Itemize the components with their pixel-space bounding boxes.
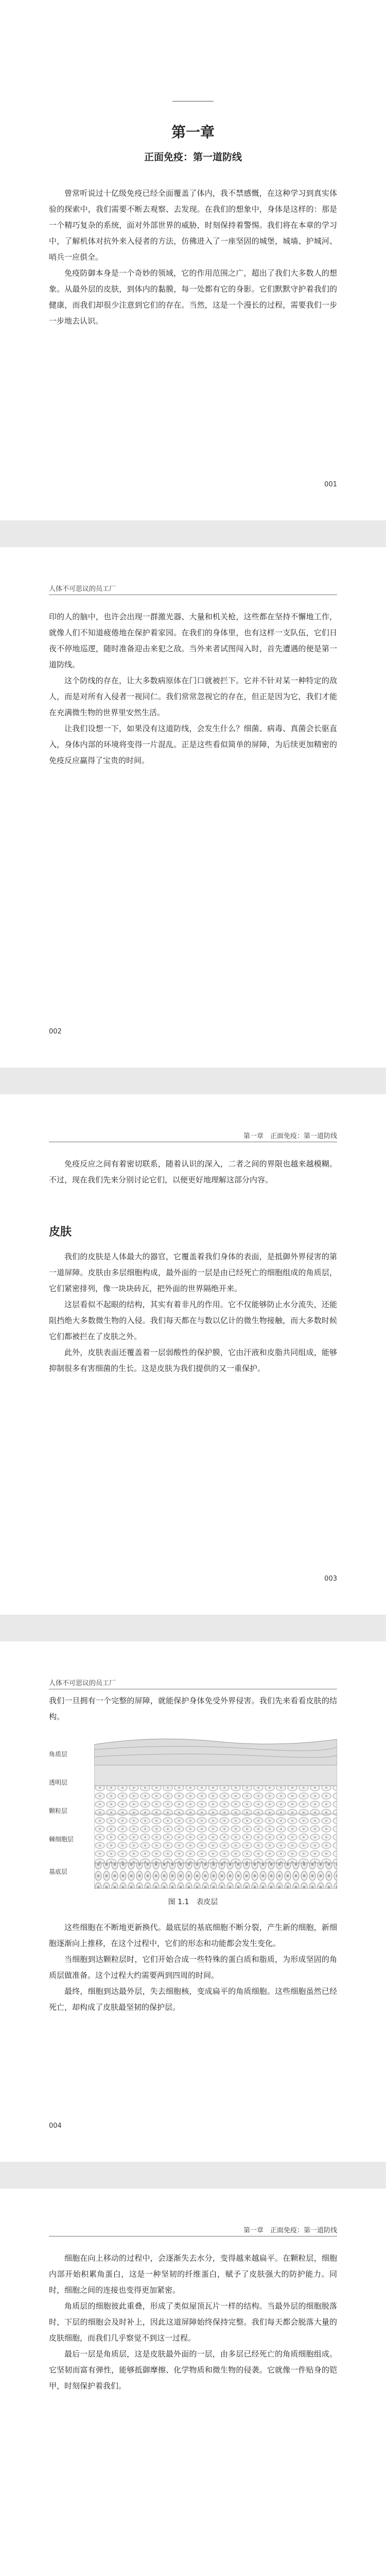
- page-1-body: [49, 185, 337, 329]
- page-number: 003: [324, 1575, 337, 1583]
- page-3-intro: [49, 1156, 337, 1188]
- page-number: 001: [324, 481, 337, 488]
- figure-label: 透明层: [49, 1779, 68, 1786]
- figure-label: 角质层: [49, 1751, 68, 1758]
- paragraph: 角质层的细胞彼此重叠，形成了类似屋顶瓦片一样的结构。当最外层的细胞脱落时，下层的细胞会及时补上，因此这道屏障始终保持完整。我们每天都会脱落大量的皮肤细胞，而我们几乎察觉不到这一过程。: [49, 2301, 337, 2343]
- paragraph: 这个防线的存在，让大多数病原体在门口就被拦下。它并不针对某一种特定的敌人，而是对所有入侵者一视同仁。我们常常忽视它的存在，但正是因为它，我们才能在充满微生物的世界里安然生活。: [49, 676, 337, 717]
- page-number: 004: [49, 2122, 62, 2130]
- page-3-body: [49, 1249, 337, 1377]
- paragraph: 细胞在向上移动的过程中，会逐渐失去水分，变得越来越扁平。在颗粒层，细胞内部开始积累角蛋白，这是一种坚韧的纤维蛋白，赋予了皮肤强大的防护能力。同时，细胞之间的连接也变得更加紧密。: [49, 2253, 337, 2295]
- paragraph: 免疫防御本身是一个奇妙的领域，它的作用范围之广，超出了我们大多数人的想象。从最外层的皮肤，到体内的黏膜，每一处都有它的身影。它们默默守护着我们的健康，而我们却很少注意到它们的存在。当然，这是一个漫长的过程，需要我们一步一步地去认识。: [49, 268, 337, 326]
- paragraph: 印的人的脑中，也许会出现一群激光器、大量和机关枪，这些都在坚持不懈地工作，就像人们不知道疲倦地在保护着家园。在我们的身体里，也有这样一支队伍，它们日夜不停地巡逻，随时准备迎击来犯之敌。当外来者试图闯入时，首先遭遇的便是第一道防线。: [49, 612, 337, 669]
- paragraph: 曾常听说过十亿级免疫已经全面覆盖了体内，我不禁感慨，在这种学习到真实体验的探索中，我们需要不断去观察、去发现。在我们的想象中，身体是这样的：那是一个精巧复杂的系统，面对外部世界的威胁，时刻保持着警惕。我们将在本章的学习中，了解机体对抗外来入侵者的方法，仿佛进入了一座坚固的城堡，城墙、护城河、哨兵一应俱全。: [49, 189, 337, 262]
- figure-label: 基底层: [49, 1868, 68, 1875]
- paragraph: 最终，细胞到达最外层，失去细胞核，变成扁平的角质细胞。这些细胞虽然已经死亡，却构成了皮肤最坚韧的保护层。: [49, 1987, 337, 2012]
- page-4: [0, 1641, 386, 2162]
- paragraph: 这些细胞在不断地更新换代。最底层的基底细胞不断分裂，产生新的细胞，新细胞逐渐向上推移，在这个过程中，它们的形态和功能都会发生变化。: [49, 1923, 337, 1948]
- figure-label: 颗粒层: [49, 1807, 68, 1815]
- chapter-label: 第一章: [171, 124, 215, 141]
- paragraph: 这层看似不起眼的结构，其实有着非凡的作用。它不仅能够防止水分流失，还能阻挡绝大多数微生物的入侵。我们每天都在与数以亿计的微生物接触，而大多数时候它们都被拦在了皮肤之外。: [49, 1300, 337, 1341]
- page-4-body: [49, 1920, 337, 2015]
- paragraph: 我们一旦拥有一个完整的屏障，就能保护身体免受外界侵害。我们先来看看皮肤的结构。: [49, 1696, 337, 1721]
- running-head: 第一章 正面免疫：第一道防线: [243, 1132, 337, 1140]
- page-4-top-text: [49, 1693, 337, 1725]
- epidermis-figure: [49, 1729, 337, 1914]
- paragraph: 最后一层是角质层，这是皮肤最外面的一层，由多层已经死亡的角质细胞组成。它坚韧而富有弹性，能够抵御摩擦、化学物质和微生物的侵袭。它就像一件贴身的铠甲，时刻保护着我们。: [49, 2349, 337, 2391]
- page-5-body: [49, 2250, 337, 2394]
- figure-label: 棘细胞层: [49, 1836, 74, 1843]
- paragraph: 我们的皮肤是人体最大的器官，它覆盖着我们身体的表面，是抵御外界侵害的第一道屏障。皮肤由多层细胞构成，最外面的一层是由已经死亡的细胞组成的角质层，它们紧密排列，像一块块砖瓦，把外面的世界隔绝开来。: [49, 1252, 337, 1293]
- epidermis-illustration: [94, 1734, 337, 1889]
- paragraph: 此外，皮肤表面还覆盖着一层弱酸性的保护膜，它由汗液和皮脂共同组成，能够抑制很多有害细菌的生长。这是皮肤为我们提供的又一重保护。: [49, 1348, 337, 1373]
- page-number: 002: [49, 1028, 62, 1036]
- page-3: [0, 1094, 386, 1615]
- page-1: [0, 0, 386, 520]
- page-5: [0, 2189, 386, 2576]
- chapter-title: 正面免疫：第一道防线: [144, 151, 242, 163]
- figure-caption: 图 1.1 表皮层: [168, 1898, 218, 1906]
- paragraph: 免疫反应之间有着密切联系，随着认识的深入，二者之间的界限也越来越模糊。不过，现在我们先来分别讨论它们，以便更好地理解这部分内容。: [49, 1159, 337, 1184]
- paragraph: 当细胞到达颗粒层时，它们开始合成一些特殊的蛋白质和脂质，为形成坚固的角质层做准备。这个过程大约需要两到四周的时间。: [49, 1955, 337, 1980]
- running-head: 人体不可思议的员工厂: [49, 585, 116, 593]
- page-2-body: [49, 609, 337, 769]
- paragraph: 让我们设想一下，如果没有这道防线，会发生什么？细菌、病毒、真菌会长驱直入，身体内部的环境将变得一片混乱。正是这些看似简单的屏障，为后续更加精密的免疫反应赢得了宝贵的时间。: [49, 724, 337, 765]
- page-2: [0, 547, 386, 1067]
- running-head: 人体不可思议的员工厂: [49, 1680, 116, 1687]
- section-title: 皮肤: [49, 1225, 72, 1239]
- running-head: 第一章 正面免疫：第一道防线: [243, 2227, 337, 2234]
